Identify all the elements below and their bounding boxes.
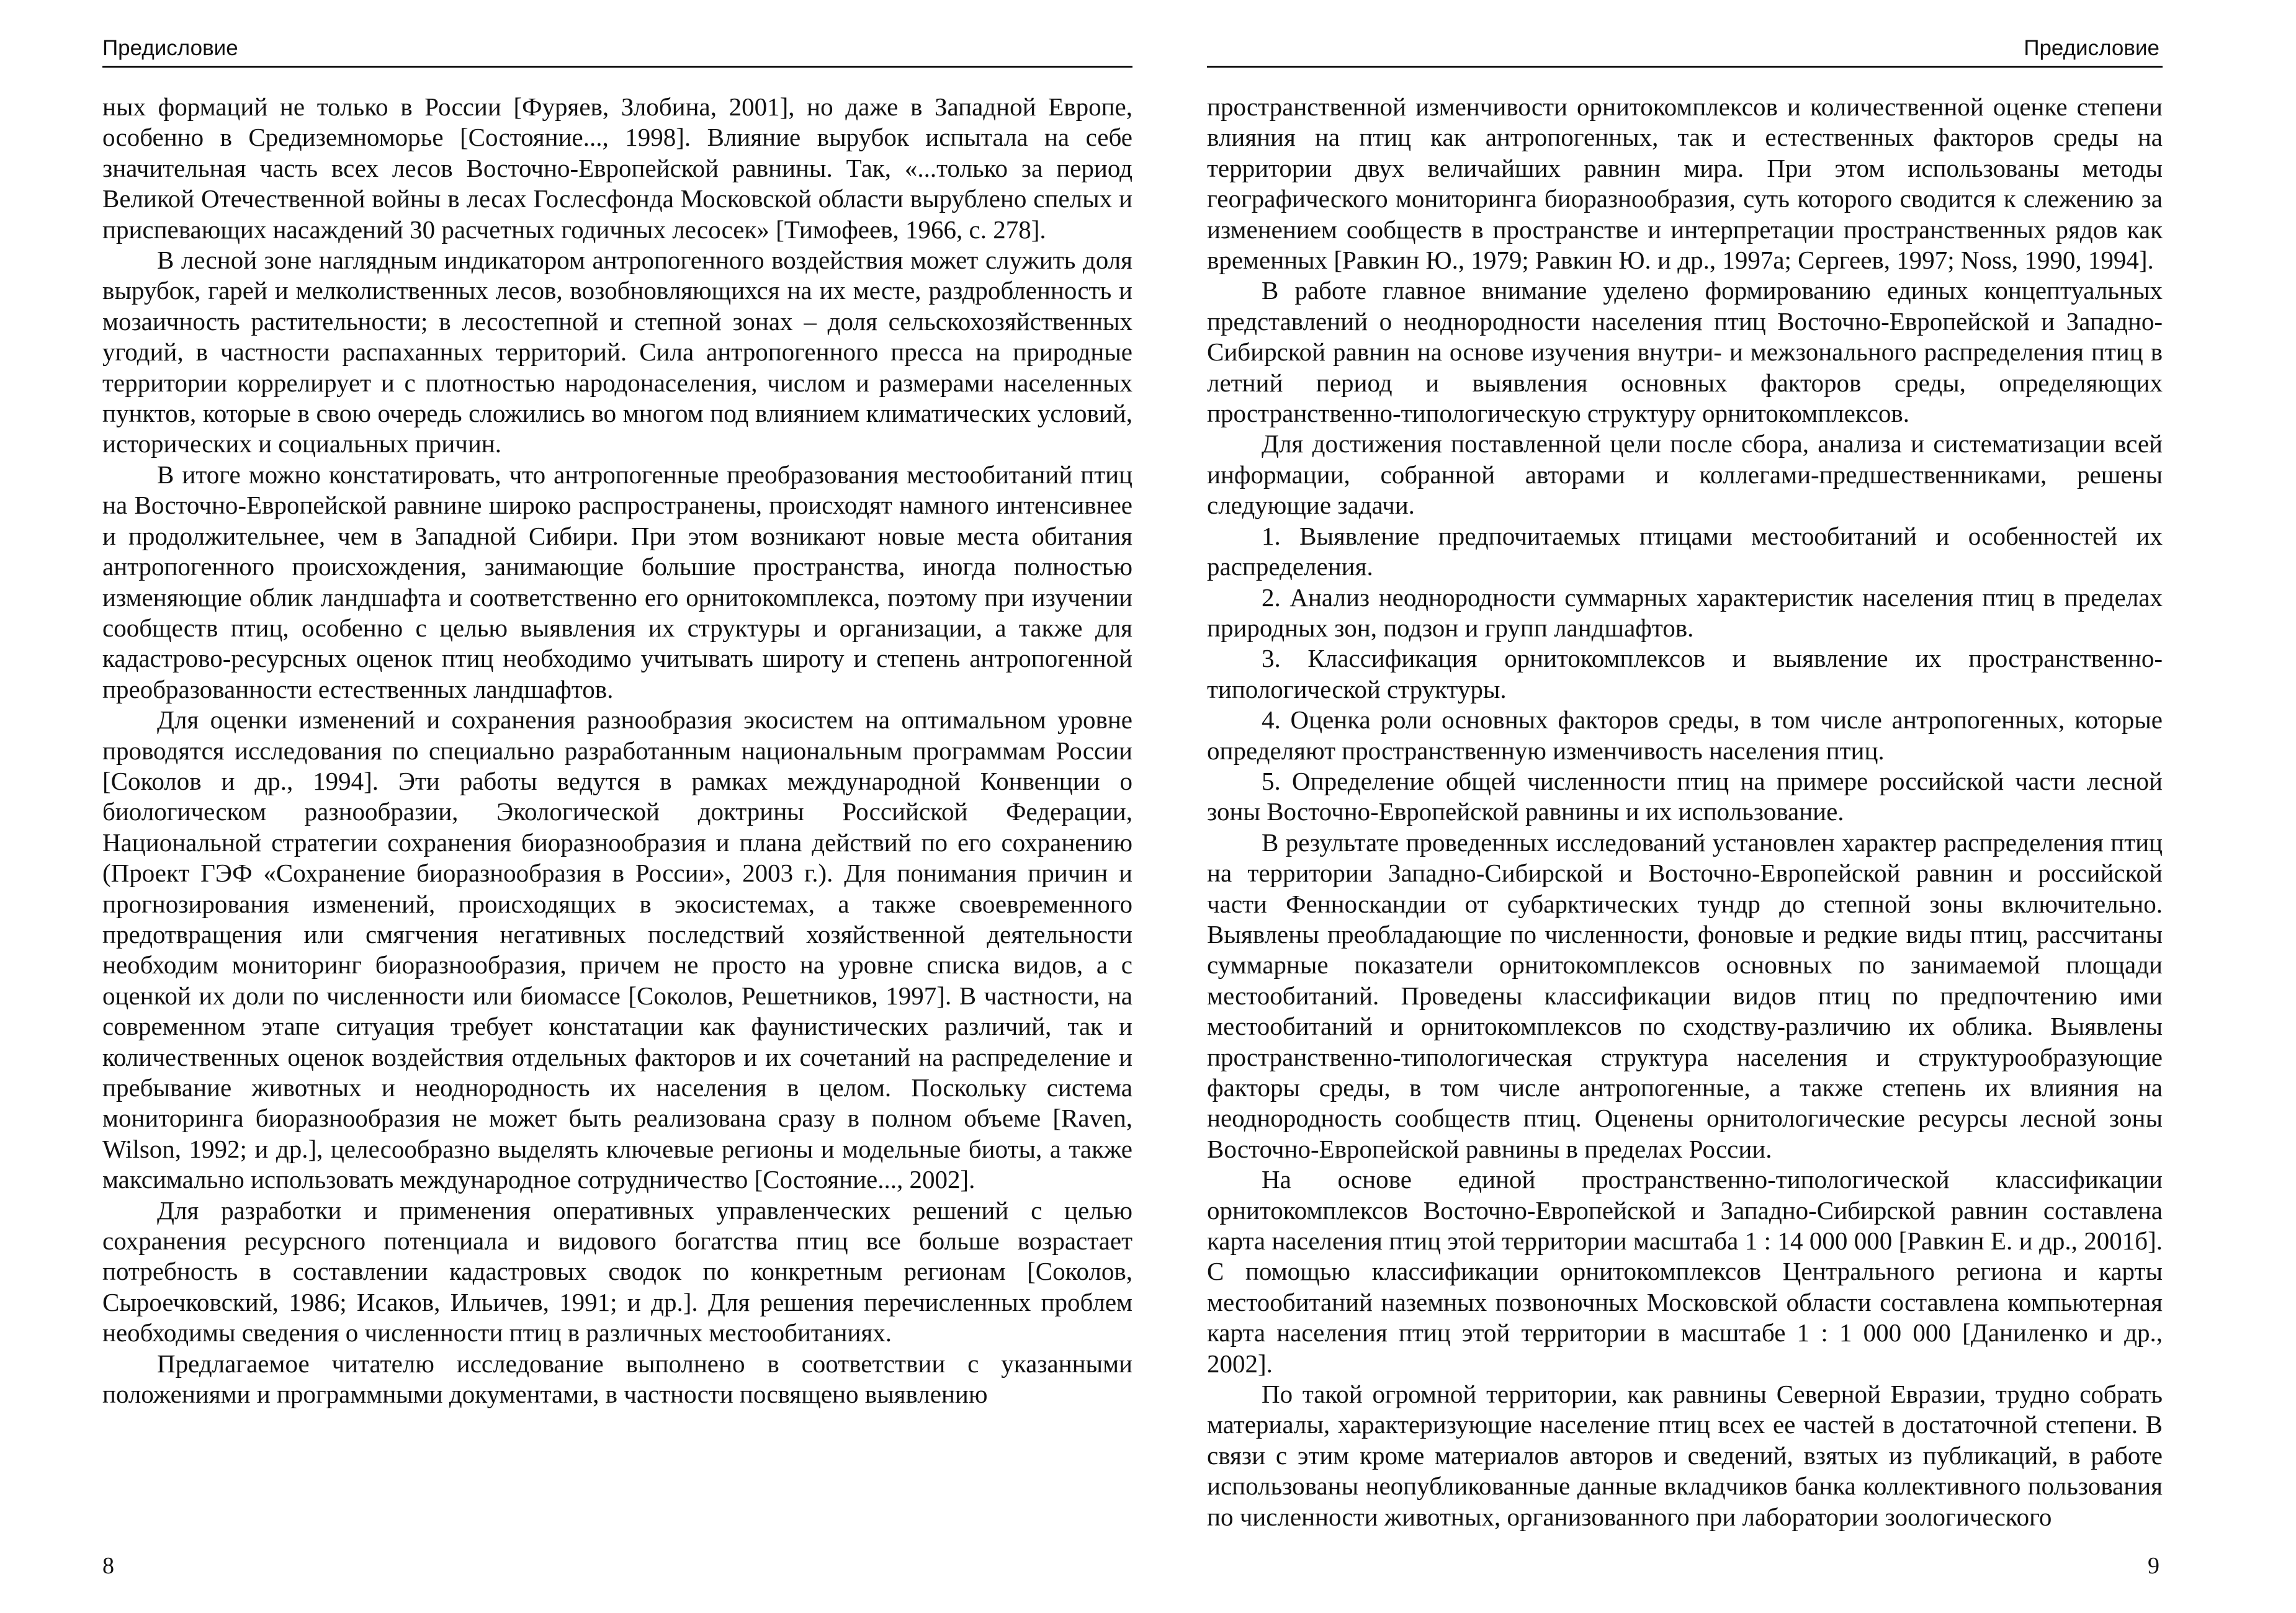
paragraph: пространственной изменчивости орнитокомплексов и количественной оценке степени влияния на птиц как антропогенных, так и естественных факторов среды на территории двух величайших равнин мира. При этом использованы методы географического мониторинга биоразнообразия, суть которого сводится к слежению за изменением сообществ в пространстве и интерпретации пространственных рядов как временных [Равкин Ю., 1979; Равкин Ю. и др., 1997а; Сергеев, 1997; Noss, 1990, 1994]. <box>1207 92 2163 275</box>
paragraph: Для разработки и применения оперативных управленческих решений с целью сохранения ресурсного потенциала и видового богатства птиц все больше возрастает потребность в составлении кадастровых сводок по конкретным регионам [Соколов, Сыроечковский, 1986; Исаков, Ильичев, 1991; и др.]. Для решения перечисленных проблем необходимы сведения о численности птиц в различных местообитаниях. <box>102 1195 1132 1347</box>
body-text <box>1207 92 2163 1532</box>
paragraph: Для достижения поставленной цели после сбора, анализа и систематизации всей информации, собранной авторами и коллегами-предшественниками, решены следующие задачи. <box>1207 429 2163 520</box>
paragraph: Предлагаемое читателю исследование выполнено в соответствии с указанными положениями и программными документами, в частности посвящено выявлению <box>102 1349 1132 1409</box>
header-rule <box>1207 66 2163 68</box>
list-item: 2. Анализ неоднородности суммарных характеристик населения птиц в пределах природных зон, подзон и групп ландшафтов. <box>1207 583 2163 642</box>
paragraph: В результате проведенных исследований установлен характер распределения птиц на территории Западно-Сибирской и Восточно-Европейской равнин и российской части Фенноскандии от субарктических тундр до степной зоны включительно. Выявлены преобладающие по численности, фоновые и редкие виды птиц, рассчитаны суммарные показатели орнитокомплексов основных по занимаемой площади местообитаний. Проведены классификации видов птиц по предпочтению ими местообитаний и орнитокомплексов по сходству-различию их облика. Выявлены пространственно-типологическая структура населения и структурообразующие факторы среды, в том числе антропогенные, а также степень их влияния на неоднородность сообществ птиц. Оценены орнитологические ресурсы лесной зоны Восточно-Европейской равнины в пределах России. <box>1207 828 2163 1163</box>
page-number: 8 <box>102 1553 114 1579</box>
running-head: Предисловие <box>102 36 238 60</box>
paragraph: ных формаций не только в России [Фуряев, Злобина, 2001], но даже в Западной Европе, особенно в Средиземноморье [Состояние..., 1998]. Влияние вырубок испытала на себе значительная часть всех лесов Восточно-Европейской равнины. Так, «...только за период Великой Отечественной войны в лесах Гослесфонда Московской области вырублено спелых и приспевающих насаждений 30 расчетных годичных лесосек» [Тимофеев, 1966, с. 278]. <box>102 92 1132 244</box>
list-item: 3. Классификация орнитокомплексов и выявление их пространственно-типологической структуры. <box>1207 644 2163 704</box>
paragraph: На основе единой пространственно-типологической классификации орнитокомплексов Восточно-Европейской и Западно-Сибирской равнин составлена карта населения птиц этой территории масштаба 1 : 14 000 000 [Равкин Е. и др., 2001б]. С помощью классификации орнитокомплексов Центрального региона и карты местообитаний наземных позвоночных Московской области составлена компьютерная карта населения птиц этой территории в масштабе 1 : 1 000 000 [Даниленко и др., 2002]. <box>1207 1165 2163 1378</box>
paragraph: В итоге можно констатировать, что антропогенные преобразования местообитаний птиц на Восточно-Европейской равнине широко распространены, происходят намного интенсивнее и продолжительнее, чем в Западной Сибири. При этом возникают новые места обитания антропогенного происхождения, занимающие большие пространства, иногда полностью изменяющие облик ландшафта и соответственно его орнитокомплекса, поэтому при изучении сообществ птиц, особенно с целью выявления их структуры и организации, а также для кадастрово-ресурсных оценок птиц необходимо учитывать широту и степень антропогенной преобразованности естественных ландшафтов. <box>102 460 1132 704</box>
paragraph: По такой огромной территории, как равнины Северной Евразии, трудно собрать материалы, характеризующие население птиц всех ее частей в достаточной степени. В связи с этим кроме материалов авторов и сведений, взятых из публикаций, в работе использованы неопубликованные данные вкладчиков банка коллективного пользования по численности животных, организованного при лаборатории зоологического <box>1207 1380 2163 1531</box>
paragraph: В работе главное внимание уделено формированию единых концептуальных представлений о неоднородности населения птиц Восточно-Европейской и Западно-Сибирской равнин на основе изучения внутри- и межзонального распределения птиц в летний период и выявления основных факторов среды, определяющих пространственно-типологическую структуру орнитокомплексов. <box>1207 276 2163 428</box>
page-number: 9 <box>2148 1553 2159 1579</box>
list-item: 4. Оценка роли основных факторов среды, в том числе антропогенных, которые определяют пространственную изменчивость населения птиц. <box>1207 705 2163 765</box>
paragraph: Для оценки изменений и сохранения разнообразия экосистем на оптимальном уровне проводятся исследования по специально разработанным национальным программам России [Соколов и др., 1994]. Эти работы ведутся в рамках международной Конвенции о биологическом разнообразии, Экологической доктрины Российской Федерации, Национальной стратегии сохранения биоразнообразия и плана действий по его сохранению (Проект ГЭФ «Сохранение биоразнообразия в России», 2003 г.). Для понимания причин и прогнозирования изменений, происходящих в экосистемах, а также своевременного предотвращения или смягчения негативных последствий хозяйственной деятельности необходим мониторинг биоразнообразия, причем не просто на уровне списка видов, а с оценкой их доли по численности или биомассе [Соколов, Решетников, 1997]. В частности, на современном этапе ситуация требует констатации как фаунистических различий, так и количественных оценок воздействия отдельных факторов и их сочетаний на распределение и пребывание животных и неоднородность их населения в целом. Поскольку система мониторинга биоразнообразия не может быть реализована сразу в полном объеме [Raven, Wilson, 1992; и др.], целесообразно выделять ключевые регионы и модельные биоты, а также максимально использовать международное сотрудничество [Состояние..., 2002]. <box>102 705 1132 1194</box>
paragraph: В лесной зоне наглядным индикатором антропогенного воздействия может служить доля вырубок, гарей и мелколиственных лесов, возобновляющихся на их месте, раздробленность и мозаичность растительности; в лесостепной и степной зонах – доля сельскохозяйственных угодий, в частности распаханных территорий. Сила антропогенного пресса на природные территории коррелирует и с плотностью народонаселения, числом и размерами населенных пунктов, которые в свою очередь сложились во многом под влиянием климатических условий, исторических и социальных причин. <box>102 246 1132 458</box>
list-item: 1. Выявление предпочитаемых птицами местообитаний и особенностей их распределения. <box>1207 521 2163 581</box>
header-rule <box>102 66 1132 68</box>
right-page <box>1148 0 2296 1613</box>
body-text <box>102 92 1132 1410</box>
list-item: 5. Определение общей численности птиц на примере российской части лесной зоны Восточно-Европейской равнины и их использование. <box>1207 766 2163 826</box>
running-head: Предисловие <box>2024 36 2159 60</box>
